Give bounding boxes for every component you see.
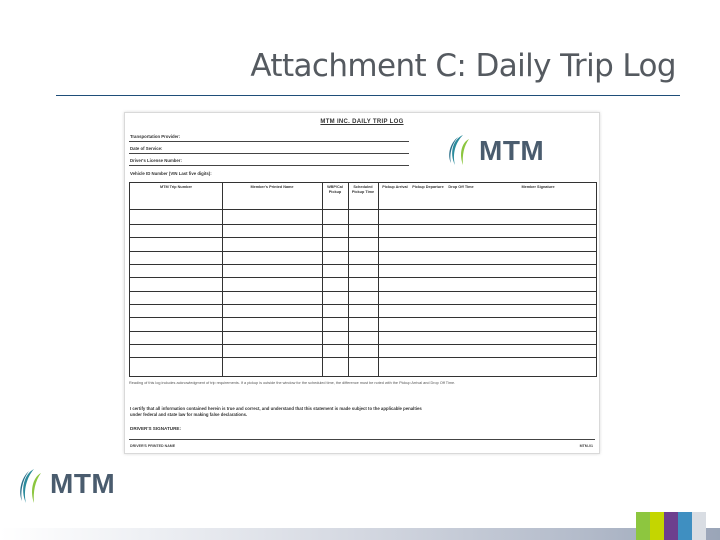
- row-divider: [130, 224, 596, 225]
- accent-stripe: [636, 512, 650, 540]
- row-divider: [130, 291, 596, 292]
- row-divider: [130, 357, 596, 358]
- accent-stripe: [650, 512, 664, 540]
- row-divider: [130, 317, 596, 318]
- column-header: Member's Printed Name: [250, 185, 294, 189]
- field-date-of-service: Date of Service:: [130, 146, 163, 151]
- field-vehicle-id: Vehicle ID Number (VIN Last five digits):: [130, 171, 212, 176]
- row-divider: [130, 344, 596, 345]
- field-drivers-license: Driver's License Number:: [130, 158, 182, 163]
- slide-title: Attachment C: Daily Trip Log: [250, 48, 676, 84]
- field-transportation-provider: Transportation Provider:: [130, 134, 181, 139]
- trip-log-document: [124, 112, 600, 454]
- column-divider: [378, 183, 379, 376]
- row-divider: [130, 331, 596, 332]
- trip-log-table: [129, 182, 597, 377]
- column-divider: [348, 183, 349, 376]
- mtm-swoosh-icon: [443, 133, 479, 167]
- row-divider: [130, 237, 596, 238]
- column-divider: [322, 183, 323, 376]
- column-header: Pickup Departure: [412, 185, 444, 189]
- column-header: Pickup Arrival: [382, 185, 408, 189]
- field-line: [129, 141, 409, 142]
- row-divider: [130, 251, 596, 252]
- row-divider: [130, 304, 596, 305]
- accent-stripe: [692, 512, 706, 540]
- header-divider: [130, 209, 596, 210]
- driver-signature-label: DRIVER'S SIGNATURE:: [130, 426, 182, 431]
- document-title: MTM INC. DAILY TRIP LOG: [320, 119, 404, 125]
- column-header: Member Signature: [521, 185, 555, 189]
- brand-logo-text: MTM: [50, 468, 116, 499]
- footer-accent-bar: [0, 512, 720, 540]
- row-divider: [130, 264, 596, 265]
- column-header: MTM Trip Number: [159, 185, 193, 189]
- row-divider: [130, 277, 596, 278]
- document-logo-text: MTM: [479, 135, 545, 166]
- column-header: WBP/Cal Pickup: [327, 185, 343, 194]
- driver-printed-name-label: DRIVER'S PRINTED NAME: [130, 444, 176, 448]
- form-number: MTM-01: [579, 444, 593, 448]
- mtm-swoosh-icon: [14, 466, 50, 506]
- footer-gradient: [0, 528, 720, 540]
- title-divider: [56, 95, 680, 96]
- column-header: Drop Off Time: [448, 185, 474, 189]
- document-note: Reading of this log includes acknowledgment of trip requirements. If a pickup is outside the window for the scheduled time, the difference must be noted with the Pickup Arrival and Drop Off Time.: [129, 381, 456, 385]
- mtm-brand-logo: [14, 466, 138, 506]
- field-line: [129, 153, 409, 154]
- signature-line: [129, 439, 595, 440]
- column-divider: [222, 183, 223, 376]
- column-header: Scheduled Pickup Time: [351, 185, 375, 194]
- accent-stripe: [678, 512, 692, 540]
- document-certification: I certify that all information contained herein is true and correct, and understand that this statement is made subject to the applicable penalties under federal and state law for making false declarations.: [130, 406, 422, 417]
- accent-stripe: [664, 512, 678, 540]
- document-mtm-logo: [443, 133, 569, 167]
- field-line: [129, 165, 409, 166]
